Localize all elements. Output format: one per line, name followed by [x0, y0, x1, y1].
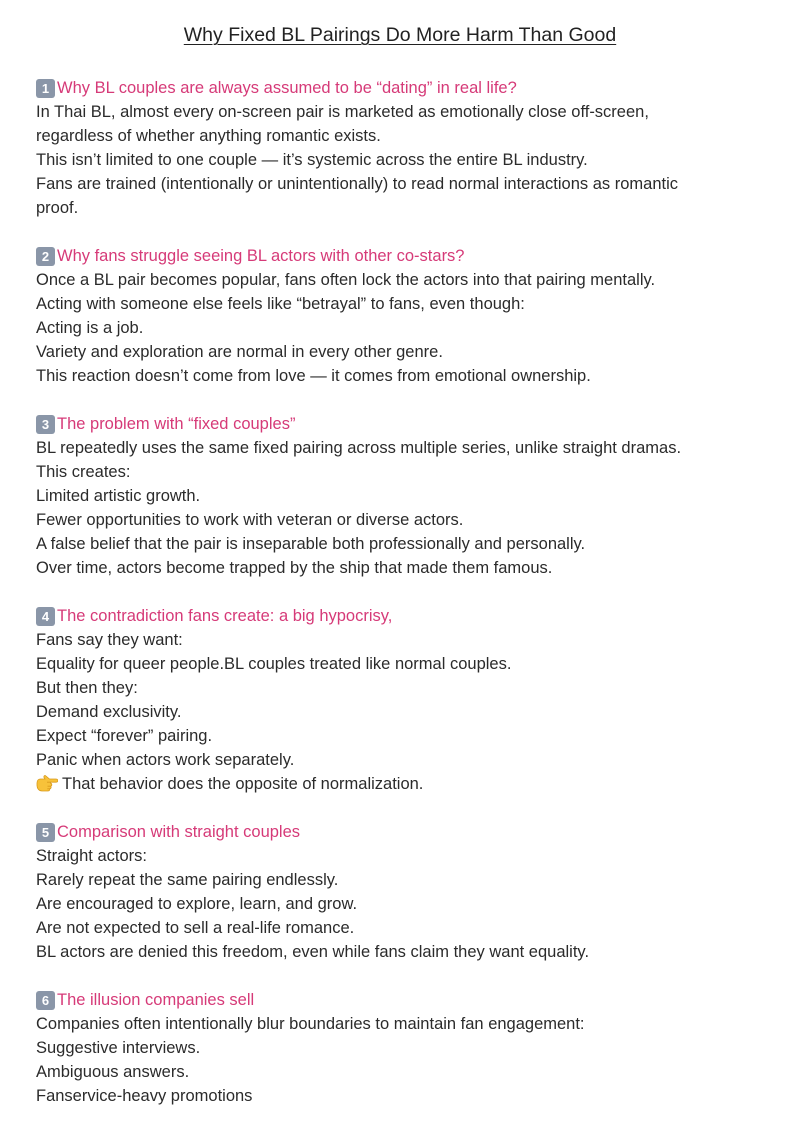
section-heading [36, 988, 766, 1012]
body-line: Fewer opportunities to work with veteran or diverse actors. [36, 511, 464, 529]
keycap-number-icon: 4 [36, 607, 55, 626]
body-line: A false belief that the pair is inseparable both professionally and personally. [36, 535, 586, 553]
body-line: Equality for queer people.BL couples treated like normal couples. [36, 655, 512, 673]
document-body [36, 76, 766, 1132]
body-line: Fanservice-heavy promotions [36, 1087, 253, 1105]
section-heading-text: The illusion companies sell [57, 991, 255, 1009]
body-line: Are encouraged to explore, learn, and grow. [36, 895, 358, 913]
body-line: This creates: [36, 463, 131, 481]
body-line: Fans are trained (intentionally or unintentionally) to read normal interactions as romantic [36, 175, 678, 193]
keycap-number-icon: 3 [36, 415, 55, 434]
body-line: Limited artistic growth. [36, 487, 201, 505]
body-line: This isn’t limited to one couple — it’s systemic across the entire BL industry. [36, 151, 588, 169]
body-line: Ambiguous answers. [36, 1063, 190, 1081]
body-line: BL actors are denied this freedom, even while fans claim they want equality. [36, 943, 590, 961]
section-6 [36, 988, 766, 1108]
body-line: Over time, actors become trapped by the ship that made them famous. [36, 559, 553, 577]
page-title: Why Fixed BL Pairings Do More Harm Than Good [183, 24, 617, 46]
body-line: Demand exclusivity. [36, 703, 182, 721]
body-line: Fans say they want: [36, 631, 183, 649]
body-line: In Thai BL, almost every on-screen pair is marketed as emotionally close off-screen, [36, 103, 649, 121]
section-5 [36, 820, 766, 964]
section-heading [36, 412, 766, 436]
body-line: Acting with someone else feels like “betrayal” to fans, even though: [36, 295, 525, 313]
section-heading-text: Comparison with straight couples [57, 823, 301, 841]
body-line: Expect “forever” pairing. [36, 727, 213, 745]
section-heading-text: Why fans struggle seeing BL actors with other co-stars? [57, 247, 465, 265]
body-line: But then they: [36, 679, 138, 697]
body-line: Rarely repeat the same pairing endlessly. [36, 871, 339, 889]
body-line: Panic when actors work separately. [36, 751, 295, 769]
body-line: Once a BL pair becomes popular, fans often lock the actors into that pairing mentally. [36, 271, 656, 289]
section-3 [36, 412, 766, 580]
pointing-hand-icon [36, 772, 58, 796]
section-4 [36, 604, 766, 796]
pointer-line [36, 772, 766, 796]
keycap-number-icon: 1 [36, 79, 55, 98]
section-heading [36, 76, 766, 100]
keycap-number-icon: 2 [36, 247, 55, 266]
body-line: regardless of whether anything romantic exists. [36, 127, 381, 145]
body-line: BL repeatedly uses the same fixed pairing across multiple series, unlike straight dramas. [36, 439, 682, 457]
body-line: Suggestive interviews. [36, 1039, 201, 1057]
pointer-line-text: That behavior does the opposite of normalization. [62, 775, 424, 793]
body-line: proof. [36, 199, 79, 217]
section-heading-text: The problem with “fixed couples” [57, 415, 296, 433]
body-line: This reaction doesn’t come from love — it comes from emotional ownership. [36, 367, 591, 385]
section-heading [36, 820, 766, 844]
body-line: Variety and exploration are normal in every other genre. [36, 343, 443, 361]
section-heading [36, 604, 766, 628]
body-line: Companies often intentionally blur boundaries to maintain fan engagement: [36, 1015, 585, 1033]
section-2 [36, 244, 766, 388]
body-line: Acting is a job. [36, 319, 144, 337]
section-heading-text: Why BL couples are always assumed to be “dating” in real life? [57, 79, 517, 97]
body-line: Straight actors: [36, 847, 147, 865]
section-heading [36, 244, 766, 268]
keycap-number-icon: 6 [36, 991, 55, 1010]
keycap-number-icon: 5 [36, 823, 55, 842]
body-line: Are not expected to sell a real-life romance. [36, 919, 355, 937]
section-heading-text: The contradiction fans create: a big hypocrisy, [57, 607, 393, 625]
section-1 [36, 76, 766, 220]
